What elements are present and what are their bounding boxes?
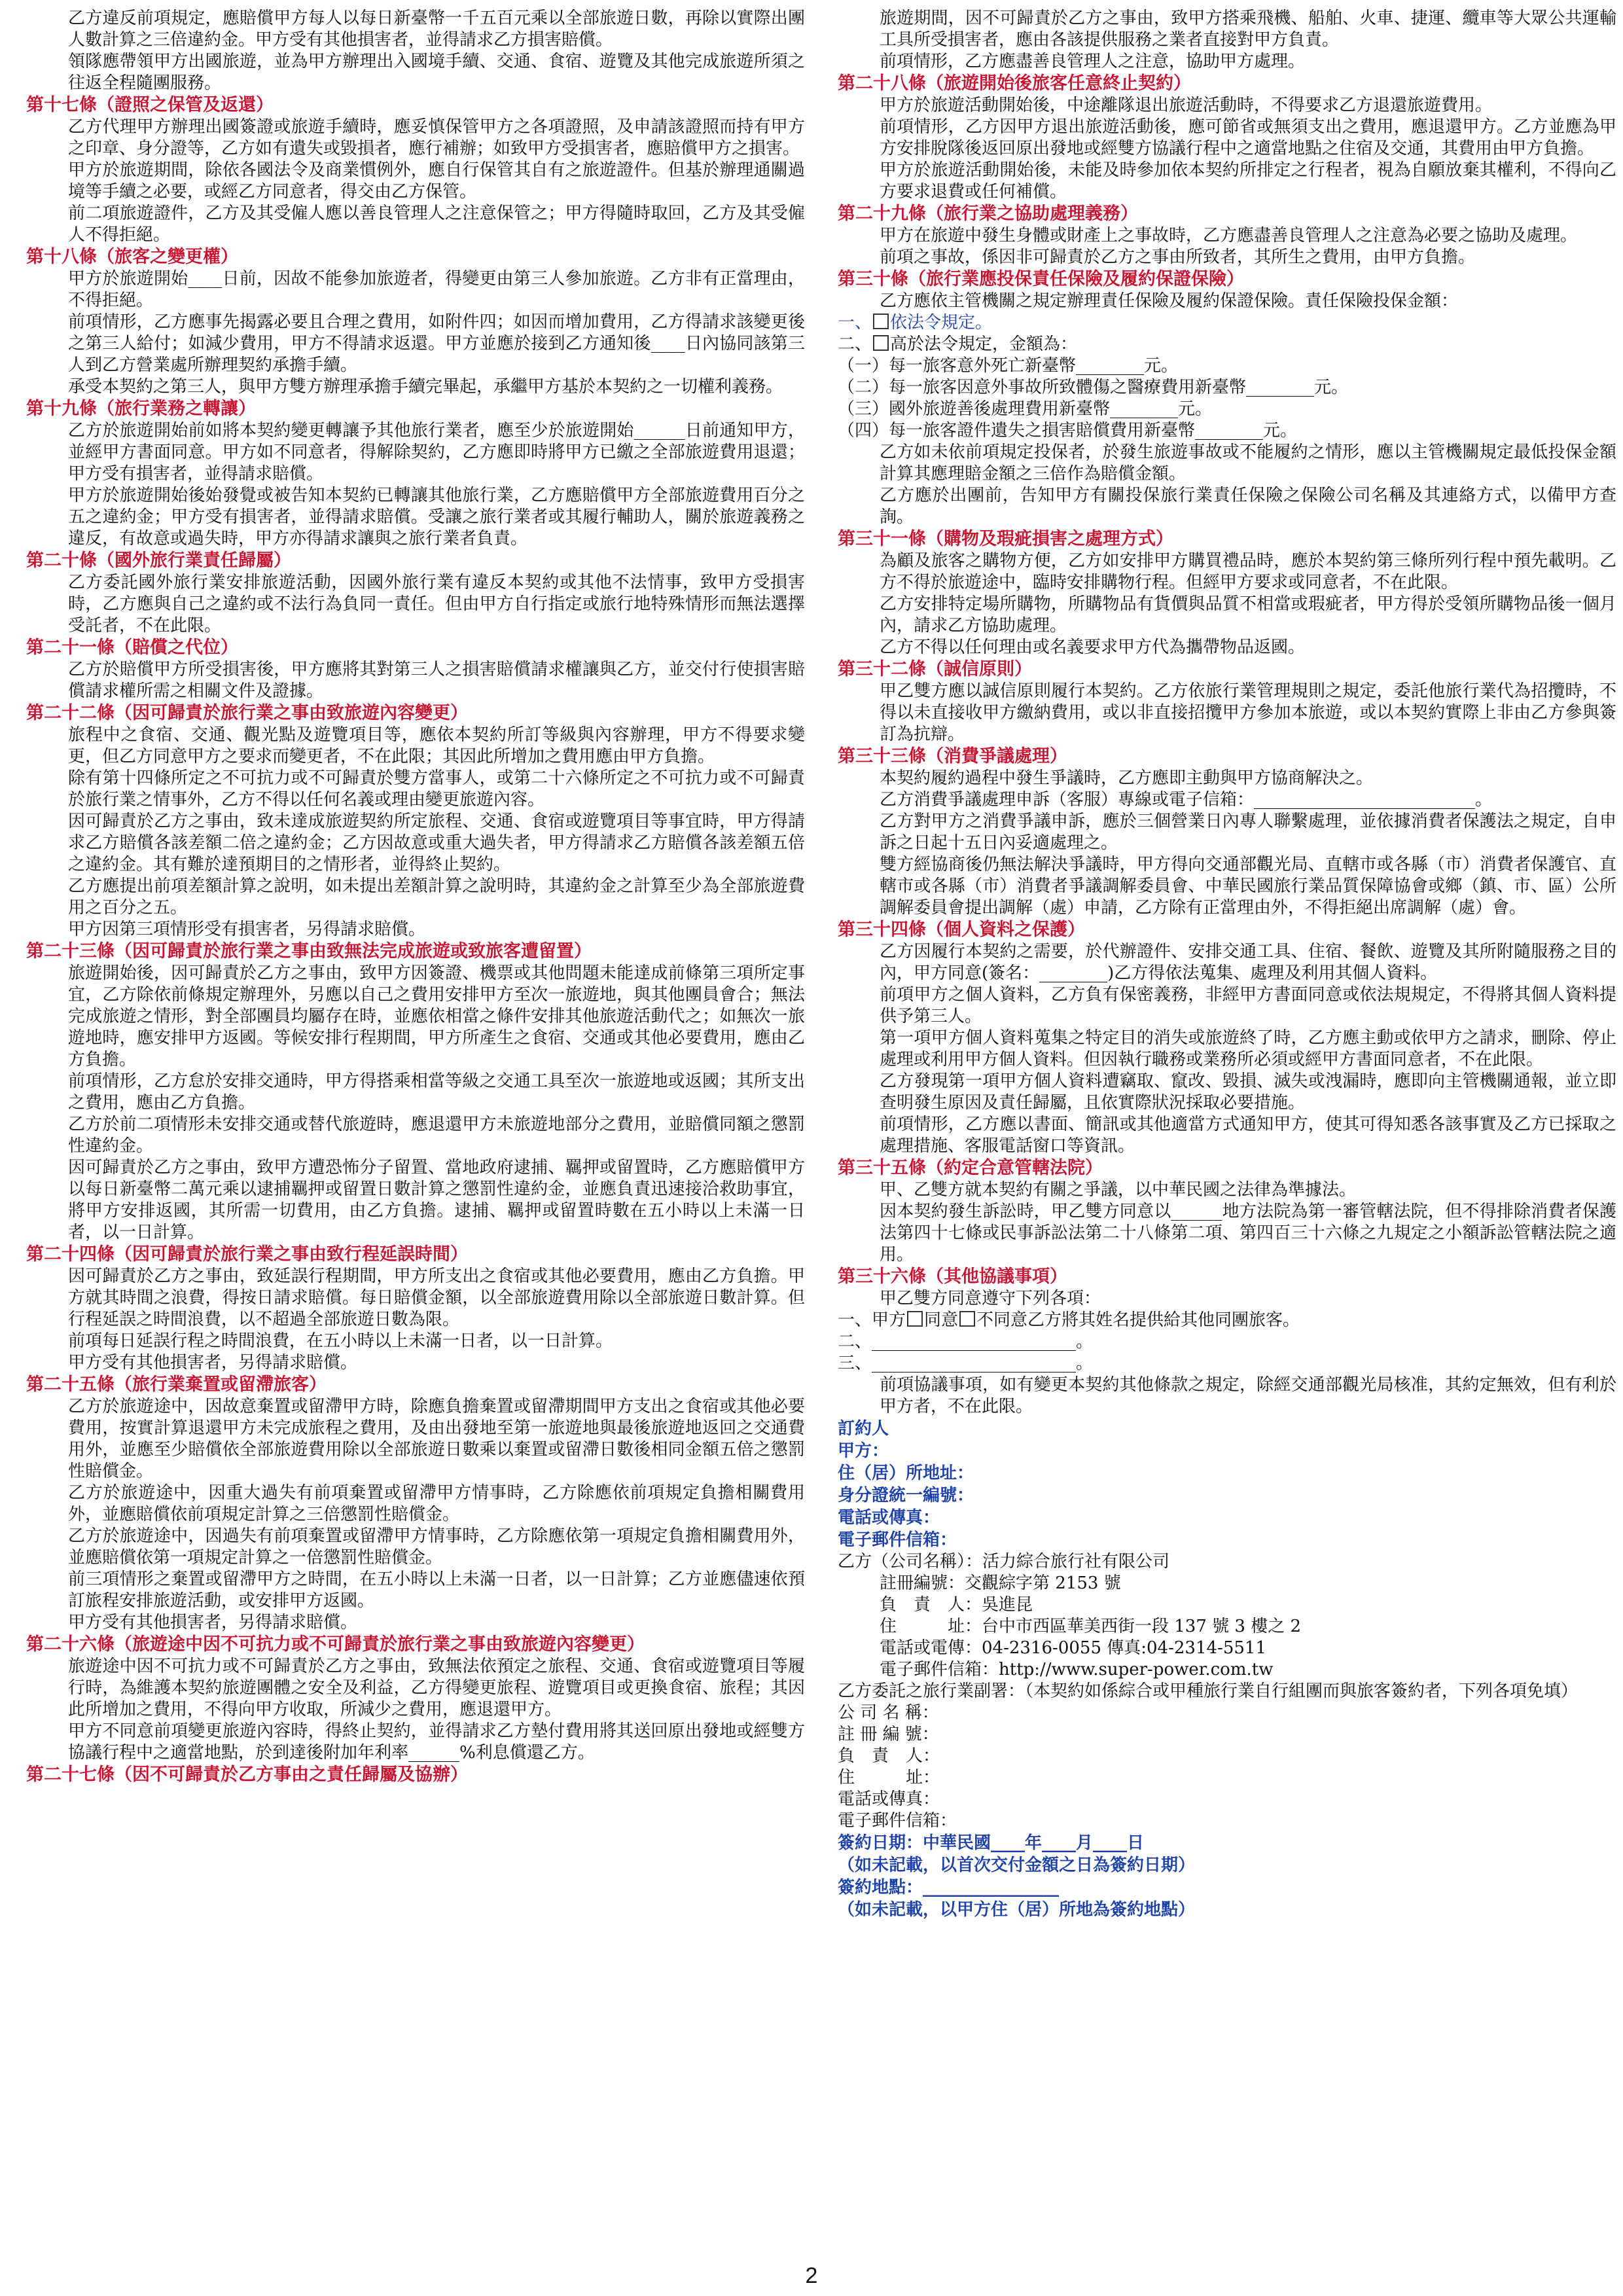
paragraph: 乙方安排特定場所購物，所購物品有貨價與品質不相當或瑕疵者，甲方得於受領所購物品後一個月內，請求乙方協助處理。 [880,594,1616,636]
article-heading-22: 第二十二條（因可歸責於旅行業之事由致旅遊內容變更） [26,703,468,723]
paragraph: 乙方於旅遊途中，因過失有前項棄置或留滯甲方情事時，乙方除應依第一項規定負擔相關費用外，並應賠償依第一項規定計算之一倍懲罰性賠償金。 [68,1526,805,1568]
paragraph: 乙方因履行本契約之需要，於代辦證件、安排交通工具、住宿、餐飲、遊覽及其所附隨服務之目的內，甲方同意(簽名：________)乙方得依法蒐集、處理及利用其個人資料。 [880,942,1616,983]
paragraph: 乙方應於出團前，告知甲方有關投保旅行業責任保險之保險公司名稱及其連絡方式，以備甲方查詢。 [880,486,1616,527]
insurance-item: （二）每一旅客因意外事故所致體傷之醫療費用新臺幣________元。 [838,378,1349,397]
contract-page [26,8,1616,2259]
paragraph: 因可歸責於乙方之事由，致延誤行程期間，甲方所支出之食宿或其他必要費用，應由乙方負擔。甲方就其時間之浪費，得按日請求賠償。每日賠償金額，以全部旅遊費用除以全部旅遊日數計算。但行程延誤之時間浪費，以不超過全部旅遊日數為限。 [68,1266,805,1329]
paragraph: 甲乙雙方同意遵守下列各項： [880,1289,1101,1308]
article-heading-27: 第二十七條（因不可歸責於乙方事由之責任歸屬及協辦） [26,1765,468,1785]
paragraph: 乙方代理甲方辦理出國簽證或旅遊手續時，應妥慎保管甲方之各項證照，及申請該證照而持有甲方之印章、身分證等，乙方如有遺失或毀損者，應行補辦；如致甲方受損害者，應賠償甲方之損害。 [68,117,805,158]
paragraph: 除有第十四條所定之不可抗力或不可歸責於雙方當事人，或第二十六條所定之不可抗力或不可歸責於旅行業之情事外，乙方不得以任何名義或理由變更旅遊內容。 [68,768,805,810]
insurance-item: （一）每一旅客意外死亡新臺幣________元。 [838,356,1179,376]
paragraph: 乙方不得以任何理由或名義要求甲方代為攜帶物品返國。 [880,637,1306,657]
checkbox-icon[interactable] [873,335,889,351]
paragraph: 乙方於旅遊途中，因故意棄置或留滯甲方時，除應負擔棄置或留滯期間甲方支出之食宿或其他必要費用，按實計算退還甲方未完成旅程之費用，及由出發地至第一旅遊地與最後旅遊地返回之交通費用外，並應至少賠償依全部旅遊費用除以全部旅遊日數乘以棄置或留滯日數後相同金額五倍之懲罰性賠償金。 [68,1397,805,1481]
paragraph: 前項情形，乙方怠於安排交通時，甲方得搭乘相當等級之交通工具至次一旅遊地或返國；其所支出之費用，應由乙方負擔。 [68,1071,805,1113]
party-a-address-field[interactable]: 住（居）所地址： [838,1463,974,1483]
party-c-note: 乙方委託之旅行業副署：（本契約如係綜合或甲種旅行業自行組團而與旅客簽約者，下列各項免填） [838,1681,1578,1701]
paragraph: 甲方在旅遊中發生身體或財產上之事故時，乙方應盡善良管理人之注意為必要之協助及處理。 [880,226,1578,245]
article-heading-36: 第三十六條（其他協議事項） [838,1266,1067,1287]
paragraph: 前項甲方之個人資料，乙方負有保密義務，非經甲方書面同意或依法規規定，不得將其個人資料提供予第三人。 [880,985,1616,1026]
article-heading-29: 第二十九條（旅行業之協助處理義務） [838,204,1138,224]
article-heading-28: 第二十八條（旅遊開始後旅客任意終止契約） [838,73,1191,94]
insurance-option-higher[interactable]: 二、 高於法令規定，金額為： [838,334,1078,354]
paragraph: 前項情形，乙方應事先揭露必要且合理之費用，如附件四；如因而增加費用，乙方得請求該變更後之第三人給付；如減少費用，甲方不得請求返還。甲方並應於接到乙方通知後____日內協同該第三人到乙方營業處所辦理契約承擔手續。 [68,312,805,375]
paragraph: 乙方如未依前項規定投保者，於發生旅遊事故或不能履約之情形，應以主管機關規定最低投保金額計算其應理賠金額之三倍作為賠償金額。 [880,442,1616,484]
paragraph: 乙方消費爭議處理申訴（客服）專線或電子信箱：__________________________。 [880,790,1493,810]
signing-place-field[interactable]: 簽約地點：________________ [838,1878,1060,1897]
paragraph: 乙方對甲方之消費爭議申訴，應於三個營業日內專人聯繫處理，並依據消費者保護法之規定，自申訴之日起十五日內妥適處理之。 [880,812,1616,853]
paragraph: 乙方於旅遊途中，因重大過失有前項棄置或留滯甲方情事時，乙方除應依前項規定負擔相關費用外，並應賠償依前項規定計算之三倍懲罰性賠償金。 [68,1483,805,1524]
paragraph: 甲方受有其他損害者，另得請求賠償。 [68,1353,358,1372]
article-heading-18: 第十八條（旅客之變更權） [26,247,238,267]
paragraph: 前項情形，乙方應盡善良管理人之注意，協助甲方處理。 [880,52,1306,71]
party-b-company: 乙方（公司名稱）：活力綜合旅行社有限公司 [838,1552,1170,1571]
article-heading-34: 第三十四條（個人資料之保護） [838,920,1085,940]
right-column [838,8,1616,2259]
paragraph: 為顧及旅客之購物方便，乙方如安排甲方購買禮品時，應於本契約第三條所列行程中預先載明。乙方不得於旅遊途中，臨時安排購物行程。但經甲方要求或同意者，不在此限。 [880,551,1616,592]
paragraph: 甲方於旅遊開始後始發覺或被告知本契約已轉讓其他旅行業，乙方應賠償甲方全部旅遊費用百分之五之違約金；甲方受有損害者，並得請求賠償。受讓之旅行業者或其履行輔助人，關於旅遊義務之違反，有故意或過失時，甲方亦得請求讓與之旅行業者負責。 [68,486,805,548]
paragraph: 承受本契約之第三人，與甲方雙方辦理承擔手續完畢起，承繼甲方基於本契約之一切權利義務。 [68,377,783,397]
parties-heading: 訂約人 [838,1419,889,1439]
insurance-item: （四）每一旅客證件遺失之損害賠償費用新臺幣________元。 [838,421,1298,440]
paragraph: 旅程中之食宿、交通、觀光點及遊覽項目等，應依本契約所訂等級與內容辦理，甲方不得要求變更，但乙方同意甲方之要求而變更者，不在此限；其因此所增加之費用應由甲方負擔。 [68,725,805,766]
paragraph: 旅遊期間，因不可歸責於乙方之事由，致甲方搭乘飛機、船舶、火車、捷運、纜車等大眾公共運輸工具所受損害者，應由各該提供服務之業者直接對甲方負責。 [880,9,1616,50]
paragraph: 乙方於旅遊開始前如將本契約變更轉讓予其他旅行業者，應至少於旅遊開始______日前通知甲方，並經甲方書面同意。甲方如不同意者，得解除契約，乙方應即時將甲方已繳之全部旅遊費用退還；甲方受有損害者，並得請求賠償。 [68,421,805,484]
article-heading-17: 第十七條（證照之保管及返還） [26,95,274,115]
party-b-address: 住 址：台中市西區華美西街一段 137 號 3 樓之 2 [880,1617,1302,1636]
page-number: 2 [805,2263,818,2288]
paragraph: 甲乙雙方應以誠信原則履行本契約。乙方依旅行業管理規則之規定，委託他旅行業代為招攬時，不得以未直接收甲方繳納費用，或以非直接招攬甲方參加本旅遊，或以本契約實際上非由乙方參與簽訂為抗辯。 [880,681,1616,744]
paragraph: 前三項情形之棄置或留滯甲方之時間，在五小時以上未滿一日者，以一日計算；乙方並應儘速依預訂旅程安排旅遊活動，或安排甲方返國。 [68,1570,805,1611]
party-a-id-field[interactable]: 身分證統一編號： [838,1486,974,1505]
paragraph: 雙方經協商後仍無法解決爭議時，甲方得向交通部觀光局、直轄市或各縣（市）消費者保護官、直轄市或各縣（市）消費者爭議調解委員會、中華民國旅行業品質保障協會或鄉（鎮、市、區）公所調解委員會提出調解（處）申請，乙方除有正當理由外，不得拒絕出席調解（處）會。 [880,855,1616,918]
party-b-email: 電子郵件信箱：http://www.super-power.com.tw [880,1660,1274,1679]
paragraph: 本契約履約過程中發生爭議時，乙方應即主動與甲方協商解決之。 [880,768,1374,788]
article-heading-24: 第二十四條（因可歸責於旅行業之事由致行程延誤時間） [26,1244,468,1265]
paragraph: 旅遊開始後，因可歸責於乙方之事由，致甲方因簽證、機票或其他問題未能達成前條第三項所定事宜，乙方除依前條規定辦理外，另應以自己之費用安排甲方至次一旅遊地，與其他團員會合；無法完成旅遊之情形，對全部團員均屬存在時，並應依相當之條件安排其他旅遊活動代之；如無次一旅遊地時，應安排甲方返國。等候安排行程期間，甲方所產生之食宿、交通或其他必要費用，應由乙方負擔。 [68,963,805,1069]
article-heading-23: 第二十三條（因可歸責於旅行業之事由致無法完成旅遊或致旅客遭留置） [26,941,592,961]
left-column [26,8,805,2259]
paragraph: 前項情形，乙方因甲方退出旅遊活動後，應可節省或無須支出之費用，應退還甲方。乙方並應為甲方安排脫隊後返回原出發地或經雙方協議行程中之適當地點之住宿及交通，其費用由甲方負擔。 [880,117,1616,158]
paragraph: 前項情形，乙方應以書面、簡訊或其他適當方式通知甲方，使其可得知悉各該事實及乙方已採取之處理措施、客服電話窗口等資訊。 [880,1115,1616,1156]
paragraph: 第一項甲方個人資料蒐集之特定目的消失或旅遊終了時，乙方應主動或依甲方之請求，刪除、停止處理或利用甲方個人資料。但因執行職務或業務所必須或經甲方書面同意者，不在此限。 [880,1028,1616,1069]
checkbox-icon[interactable] [873,314,889,329]
article-heading-33: 第三十三條（消費爭議處理） [838,746,1067,766]
article-heading-25: 第二十五條（旅行業棄置或留滯旅客） [26,1374,327,1395]
checkbox-icon[interactable] [959,1311,975,1327]
paragraph: 因可歸責於乙方之事由，致甲方遭恐怖分子留置、當地政府逮捕、羈押或留置時，乙方應賠償甲方以每日新臺幣二萬元乘以逮捕羈押或留置日數計算之懲罰性違約金，並應負責迅速接洽救助事宜，將甲方安排返國，其所需一切費用，由乙方負擔。逮捕、羈押或留置時數在五小時以上未滿一日者，以一日計算。 [68,1158,805,1242]
article-heading-30: 第三十條（旅行業應投保責任保險及履約保證保險） [838,269,1244,289]
paragraph: 前項協議事項，如有變更本契約其他條款之規定，除經交通部觀光局核准，其約定無效，但有利於甲方者，不在此限。 [880,1375,1616,1416]
paragraph: 乙方委託國外旅行業安排旅遊活動，因國外旅行業有違反本契約或其他不法情事，致甲方受損害時，乙方應與自己之違約或不法行為負同一責任。但由甲方自行指定或旅行地特殊情形而無法選擇受託者，不在此限。 [68,573,805,636]
paragraph: 甲方於旅遊期間，除依各國法令及商業慣例外，應自行保管其自有之旅遊證件。但基於辦理通關過境等手續之必要，或經乙方同意者，得交由乙方保管。 [68,160,805,202]
party-c-registration-field[interactable]: 註 冊 編 號： [838,1725,939,1744]
paragraph: 甲方於旅遊活動開始後，中途離隊退出旅遊活動時，不得要求乙方退還旅遊費用。 [880,96,1493,115]
paragraph: 甲方受有其他損害者，另得請求賠償。 [68,1613,358,1632]
paragraph: 甲方不同意前項變更旅遊內容時，得終止契約，並得請求乙方墊付費用將其送回原出發地或經雙方協議行程中之適當地點，於到達後附加年利率______%利息償還乙方。 [68,1721,805,1763]
article-heading-26: 第二十六條（旅遊途中因不可抗力或不可歸責於旅行業之事由致旅遊內容變更） [26,1634,645,1655]
article-heading-20: 第二十條（國外旅行業責任歸屬） [26,550,291,571]
paragraph: 因本契約發生訴訟時，甲乙雙方同意以______地方法院為第一審管轄法院，但不得排除消費者保護法第四十七條或民事訴訟法第二十八條第二項、第四百三十六條之九規定之小額訴訟管轄法院之適用。 [880,1202,1616,1265]
paragraph: 乙方違反前項規定，應賠償甲方每人以每日新臺幣一千五百元乘以全部旅遊日數，再除以實際出團人數計算之三倍違約金。甲方受有其他損害者，並得請求乙方損害賠償。 [68,9,805,50]
other-agreement-line[interactable]: 二、________________________。 [838,1332,1094,1352]
signing-date-note: （如未記載，以首次交付金額之日為簽約日期） [838,1856,1196,1875]
party-c-phone-field[interactable]: 電話或傳真： [838,1789,940,1809]
paragraph: 乙方發現第一項甲方個人資料遭竊取、竄改、毀損、滅失或洩漏時，應即向主管機關通報，並立即查明發生原因及責任歸屬，且依實際狀況採取必要措施。 [880,1071,1616,1113]
paragraph: 甲、乙雙方就本契約有關之爭議，以中華民國之法律為準據法。 [880,1180,1357,1200]
paragraph: 領隊應帶領甲方出國旅遊，並為甲方辦理出入國境手續、交通、食宿、遊覽及其他完成旅遊所須之往返全程隨團服務。 [68,52,805,93]
party-b-representative: 負 責 人：吳進昆 [880,1595,1033,1615]
paragraph: 旅遊途中因不可抗力或不可歸責於乙方之事由，致無法依預定之旅程、交通、食宿或遊覽項目等履行時，為維護本契約旅遊團體之安全及利益，乙方得變更旅程、遊覽項目或更換食宿、旅程；其因此所增加之費用，不得向甲方收取，所減少之費用，應退還甲方。 [68,1657,805,1719]
insurance-item: （三）國外旅遊善後處理費用新臺幣________元。 [838,399,1213,419]
paragraph: 甲方因第三項情形受有損害者，另得請求賠償。 [68,920,426,939]
paragraph: 乙方應提出前項差額計算之說明，如未提出差額計算之說明時，其違約金之計算至少為全部旅遊費用之百分之五。 [68,876,805,918]
paragraph: 乙方應依主管機關之規定辦理責任保險及履約保證保險。責任保險投保金額： [880,291,1459,311]
party-a-phone-field[interactable]: 電話或傳真： [838,1508,940,1528]
article-heading-31: 第三十一條（購物及瑕疵損害之處理方式） [838,529,1173,549]
paragraph: 前項每日延誤行程之時間浪費，在五小時以上未滿一日者，以一日計算。 [68,1331,613,1351]
paragraph: 前項之事故，係因非可歸責於乙方之事由所致者，其所生之費用，由甲方負擔。 [880,247,1476,267]
paragraph: 因可歸責於乙方之事由，致未達成旅遊契約所定旅程、交通、食宿或遊覽項目等事宜時，甲方得請求乙方賠償各該差額二倍之違約金；乙方因故意或重大過失者，甲方得請求乙方賠償各該差額五倍之違約金。其有難於達預期目的之情形者，並得終止契約。 [68,812,805,874]
party-c-email-field[interactable]: 電子郵件信箱： [838,1811,957,1831]
party-c-company-field[interactable]: 公 司 名 稱： [838,1703,939,1723]
party-a-email-field[interactable]: 電子郵件信箱： [838,1530,957,1550]
checkbox-icon[interactable] [907,1311,923,1327]
article-heading-21: 第二十一條（賠償之代位） [26,637,238,658]
party-c-address-field[interactable]: 住 址： [838,1768,940,1787]
paragraph: 甲方於旅遊活動開始後，未能及時參加依本契約所排定之行程者，視為自願放棄其權利，不得向乙方要求退費或任何補償。 [880,160,1616,202]
paragraph: 前二項旅遊證件，乙方及其受僱人應以善良管理人之注意保管之；甲方得隨時取回，乙方及其受僱人不得拒絕。 [68,204,805,245]
party-b-phone: 電話或電傳：04-2316-0055 傳真:04-2314-5511 [880,1638,1267,1658]
insurance-option-statutory[interactable]: 一、 依法令規定。 [838,313,993,332]
article-heading-32: 第三十二條（誠信原則） [838,659,1032,679]
signing-place-note: （如未記載，以甲方住（居）所地為簽約地點） [838,1900,1196,1920]
paragraph: 乙方於前二項情形未安排交通或替代旅遊時，應退還甲方未旅遊地部分之費用，並賠償同額之懲罰性違約金。 [68,1115,805,1156]
paragraph: 甲方於旅遊開始____日前，因故不能參加旅遊者，得變更由第三人參加旅遊。乙方非有正當理由，不得拒絕。 [68,269,805,310]
party-a-label: 甲方： [838,1441,889,1461]
other-agreement-line[interactable]: 三、________________________。 [838,1354,1094,1373]
signing-date-field[interactable]: 簽約日期：中華民國____年____月____日 [838,1833,1145,1853]
party-c-representative-field[interactable]: 負 責 人： [838,1746,940,1766]
party-b-registration: 註冊編號：交觀綜字第 2153 號 [880,1573,1121,1593]
name-sharing-consent[interactable]: 一、甲方 同意 不同意乙方將其姓名提供給其他同團旅客。 [838,1310,1300,1330]
article-heading-35: 第三十五條（約定合意管轄法院） [838,1158,1103,1178]
paragraph: 乙方於賠償甲方所受損害後，甲方應將其對第三人之損害賠償請求權讓與乙方，並交付行使損害賠償請求權所需之相關文件及證據。 [68,660,805,701]
article-heading-19: 第十九條（旅行業務之轉讓） [26,399,256,419]
